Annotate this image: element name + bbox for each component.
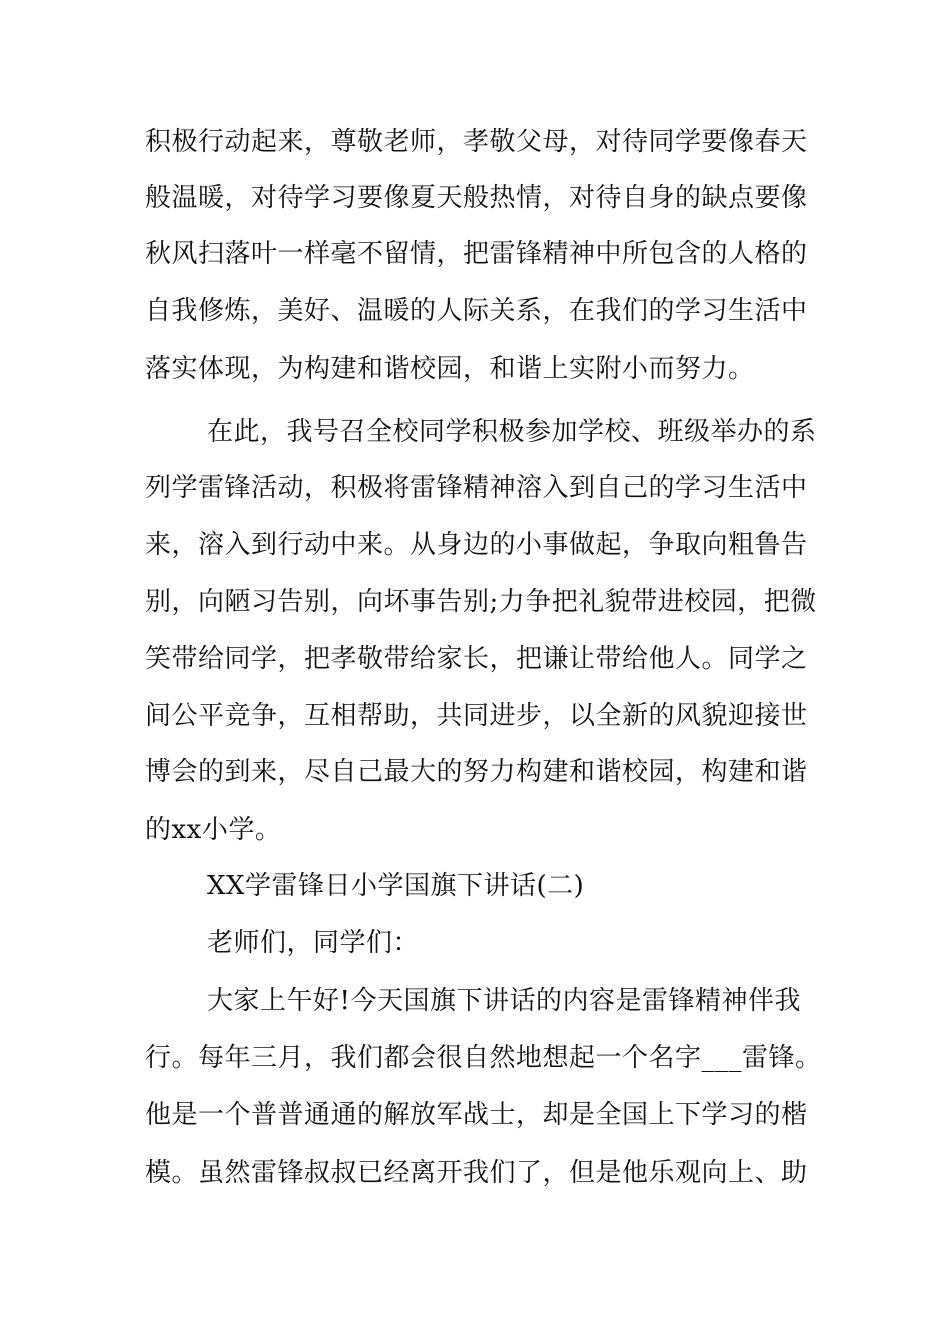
text-line: 间公平竞争，互相帮助，共同进步，以全新的风貌迎接世	[145, 701, 808, 731]
text-line: 博会的到来，尽自己最大的努力构建和谐校园，构建和谐	[145, 757, 808, 787]
text-line: 般温暖，对待学习要像夏天般热情，对待自身的缺点要像	[145, 183, 808, 213]
section-title: XX学雷锋日小学国旗下讲话(二)	[207, 871, 585, 901]
text-line: 别，向陋习告别，向坏事告别;力争把礼貌带进校园，把微	[145, 587, 817, 617]
paragraph-start-line: 在此，我号召全校同学积极参加学校、班级举办的系	[207, 417, 817, 447]
text-line: 自我修炼，美好、温暖的人际关系，在我们的学习生活中	[145, 296, 808, 326]
text-line: 秋风扫落叶一样毫不留情，把雷锋精神中所包含的人格的	[145, 239, 808, 269]
text-line: 列学雷锋活动，积极将雷锋精神溶入到自己的学习生活中	[145, 473, 808, 503]
text-line: 来，溶入到行动中来。从身边的小事做起，争取向粗鲁告	[145, 530, 808, 560]
text-line: 积极行动起来，尊敬老师，孝敬父母，对待同学要像春天	[145, 127, 808, 157]
text-line: 落实体现，为构建和谐校园，和谐上实附小而努力。	[145, 354, 755, 384]
text-line: 行。每年三月，我们都会很自然地想起一个名字___雷锋。	[145, 1043, 822, 1073]
salutation: 老师们，同学们：	[207, 928, 420, 958]
text-line: 他是一个普普通通的解放军战士，却是全国上下学习的楷	[145, 1100, 808, 1130]
text-line: 模。虽然雷锋叔叔已经离开我们了，但是他乐观向上、助	[145, 1158, 808, 1188]
text-line: 笑带给同学，把孝敬带给家长，把谦让带给他人。同学之	[145, 644, 808, 674]
paragraph-start-line: 大家上午好!今天国旗下讲话的内容是雷锋精神伴我	[207, 986, 801, 1016]
text-line: 的xx小学。	[145, 815, 282, 845]
